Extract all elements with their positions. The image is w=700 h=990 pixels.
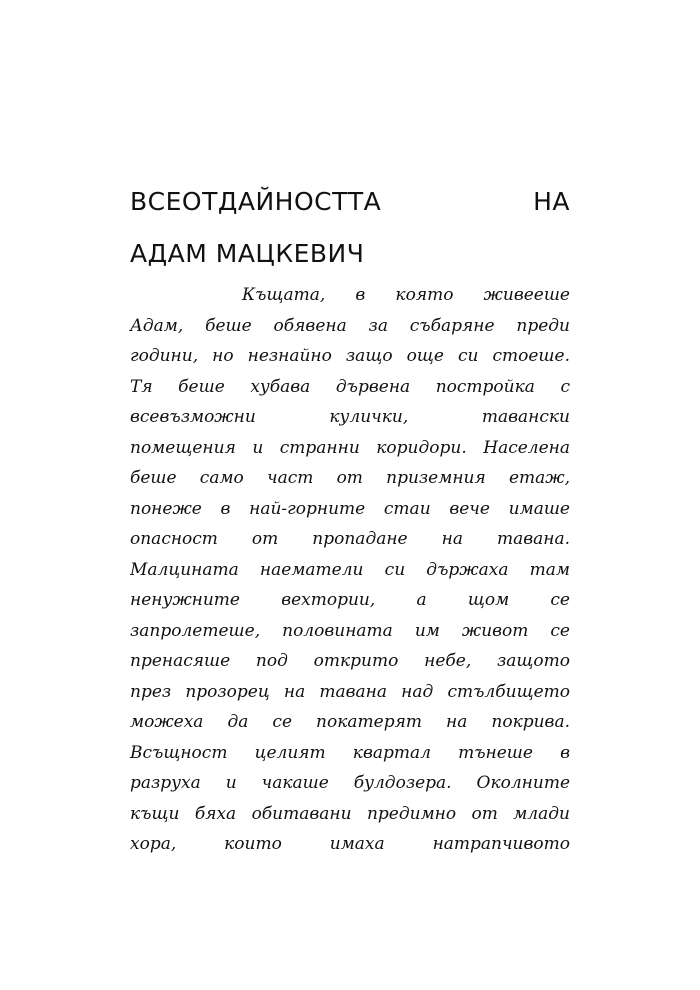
text-line: понеже в най-горните стаи вече имаше — [130, 498, 570, 519]
text-line: Адам, беше обявена за събаряне преди — [130, 315, 570, 336]
chapter-title — [130, 176, 570, 280]
text-line: хора, които имаха натрапчивото — [130, 834, 570, 854]
text-line: къщи бяха обитавани предимно от млади — [130, 803, 570, 824]
text-line: ненужните вехтории, а щом се — [130, 590, 570, 610]
text-line: Къщата, в която живееше — [242, 285, 570, 305]
text-line: можеха да се покатерят на покрива. — [130, 712, 570, 732]
text-line: опасност от пропадане на тавана. — [130, 529, 570, 549]
text-line: запролетеше, половината им живот се — [130, 620, 570, 641]
text-line: пренасяше под открито небе, защото — [130, 651, 570, 671]
text-line: помещения и странни коридори. Населена — [130, 437, 570, 458]
text-line: всевъзможни кулички, тавански — [130, 407, 570, 427]
text-line: Малцината наематели си държаха там — [130, 559, 570, 580]
text-line: години, но незнайно защо още си стоеше. — [130, 346, 570, 366]
text-line: Всъщност целият квартал тънеше в — [130, 742, 570, 763]
text-line: разруха и чакаше булдозера. Околните — [130, 773, 570, 793]
chapter-title-line-1: ВСЕОТДАЙНОСТТА НА — [130, 187, 570, 216]
text-line: Тя беше хубава дървена постройка с — [130, 376, 570, 397]
chapter-title-line-2: АДАМ МАЦКЕВИЧ — [130, 239, 365, 268]
body-text — [130, 280, 570, 860]
text-line: през прозорец на тавана над стълбището — [130, 681, 570, 702]
text-line: беше само част от приземния етаж, — [130, 468, 570, 488]
